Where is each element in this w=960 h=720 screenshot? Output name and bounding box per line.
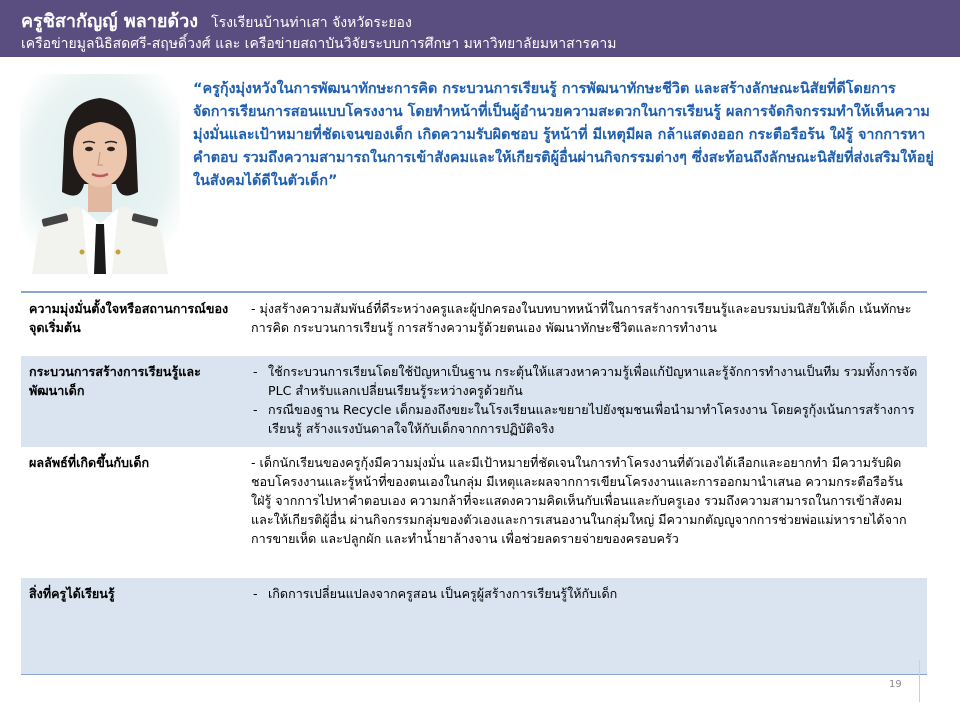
row-label: ผลลัพธ์ที่เกิดขึ้นกับเด็ก — [21, 447, 243, 578]
table-row — [21, 356, 927, 447]
title-line — [21, 6, 412, 35]
title-banner — [0, 0, 960, 57]
row-content — [243, 578, 927, 675]
table-row — [21, 447, 927, 578]
row-label: กระบวนการสร้างการเรียนรู้และพัฒนาเด็ก — [21, 356, 243, 447]
teacher-portrait-photo — [20, 74, 180, 274]
table-row — [21, 292, 927, 356]
page-number: 19 — [889, 679, 902, 690]
network-subtitle: เครือข่ายมูลนิธิสดศรี-สฤษดิ์วงศ์ และ เครือข่ายสถาบันวิจัยระบบการศึกษา มหาวิทยาลัยมหาสารคาม — [21, 36, 617, 52]
bullet-item: - เกิดการเปลี่ยนแปลงจากครูสอน เป็นครูผู้สร้างการเรียนรู้ให้กับเด็ก — [251, 584, 919, 603]
page-number-divider — [919, 660, 920, 702]
teacher-name: ครูชิสากัญญ์ พลายด้วง — [21, 11, 198, 32]
row-label: สิ่งที่ครูได้เรียนรู้ — [21, 578, 243, 675]
teacher-quote: “ครูกุ้งมุ่งหวังในการพัฒนาทักษะการคิด กระบวนการเรียนรู้ การพัฒนาทักษะชีวิต และสร้างลักษณะนิสัยที่ดีโดยการจัดการเรียนการสอนแบบโครงงาน โดยทำหน้าที่เป็นผู้อำนวยความสะดวกในการเรียนรู้ ผลการจัดกิจกรรมทำให้เห็นความมุ่งมั่นและเป้าหมายที่ชัดเจนของเด็ก เกิดความรับผิดชอบ รู้หน้าที่ มีเหตุมีผล กล้าแสดงออก กระตือรือร้น ใฝ่รู้ จากการหาคำตอบ รวมถึงความสามารถในการเข้าสังคมและให้เกียรติผู้อื่นผ่านกิจกรรมต่างๆ ซึ่งสะท้อนถึงลักษณะนิสัยที่ส่งเสริมให้อยู่ในสังคมได้ดีในตัวเด็ก” — [193, 81, 934, 189]
row-content: - มุ่งสร้างความสัมพันธ์ที่ดีระหว่างครูและผู้ปกครองในบทบาทหน้าที่ในการสร้างการเรียนรู้และอบรมบ่มนิสัยให้เด็ก เน้นทักษะการคิด กระบวนการเรียนรู้ การสร้างความรู้ด้วยตนเอง พัฒนาทักษะชีวิตและการทำงาน — [243, 292, 927, 356]
school-name: โรงเรียนบ้านท่าเสา จังหวัดระยอง — [211, 15, 412, 31]
row-content — [243, 356, 927, 447]
row-label: ความมุ่งมั่นตั้งใจหรือสถานการณ์ของจุดเริ่มต้น — [21, 292, 243, 356]
portrait-illustration — [20, 74, 180, 274]
bullet-item: - กรณีของฐาน Recycle เด็กมองถึงขยะในโรงเรียนและขยายไปยังชุมชนเพื่อนำมาทำโครงงาน โดยครูกุ้งเน้นการสร้างการเรียนรู้ สร้างแรงบันดาลใจให้กับเด็กจากการปฏิบัติจริง — [251, 400, 919, 438]
bullet-item: - ใช้กระบวนการเรียนโดยใช้ปัญหาเป็นฐาน กระตุ้นให้แสวงหาความรู้เพื่อแก้ปัญหาและรู้จักการทำงานเป็นทีม รวมทั้งการจัด PLC สำหรับแลกเปลี่ยนเรียนรู้ระหว่างครูด้วยกัน — [251, 362, 919, 400]
table-row — [21, 578, 927, 675]
bullet-list — [251, 584, 919, 603]
row-content: - เด็กนักเรียนของครูกุ้งมีความมุ่งมั่น และมีเป้าหมายที่ชัดเจนในการทำโครงงานที่ตัวเองได้เลือกและอยากทำ มีความรับผิดชอบโครงงานและรู้หน้าที่ของตนเองในกลุ่ม มีเหตุและผลจากการเขียนโครงงานและการออกมานำเสนอ ความกระตือรือร้น ใฝ่รู้ จากการไปหาคำตอบเอง ความกล้าที่จะแสดงความคิดเห็นกับเพื่อนและกับครูเอง รวมถึงความสามารถในการเข้าสังคมและให้เกียรติผู้อื่น ผ่านกิจกรรมกลุ่มของตัวเองและการเสนองานในกลุ่มใหญ่ มีความกตัญญูจากการช่วยพ่อแม่หารายได้จากการขายเห็ด และปลูกผัก และทำน้ำยาล้างจาน เพื่อช่วยลดรายจ่ายของครอบครัว — [243, 447, 927, 578]
summary-table — [21, 291, 927, 675]
bullet-list — [251, 362, 919, 438]
